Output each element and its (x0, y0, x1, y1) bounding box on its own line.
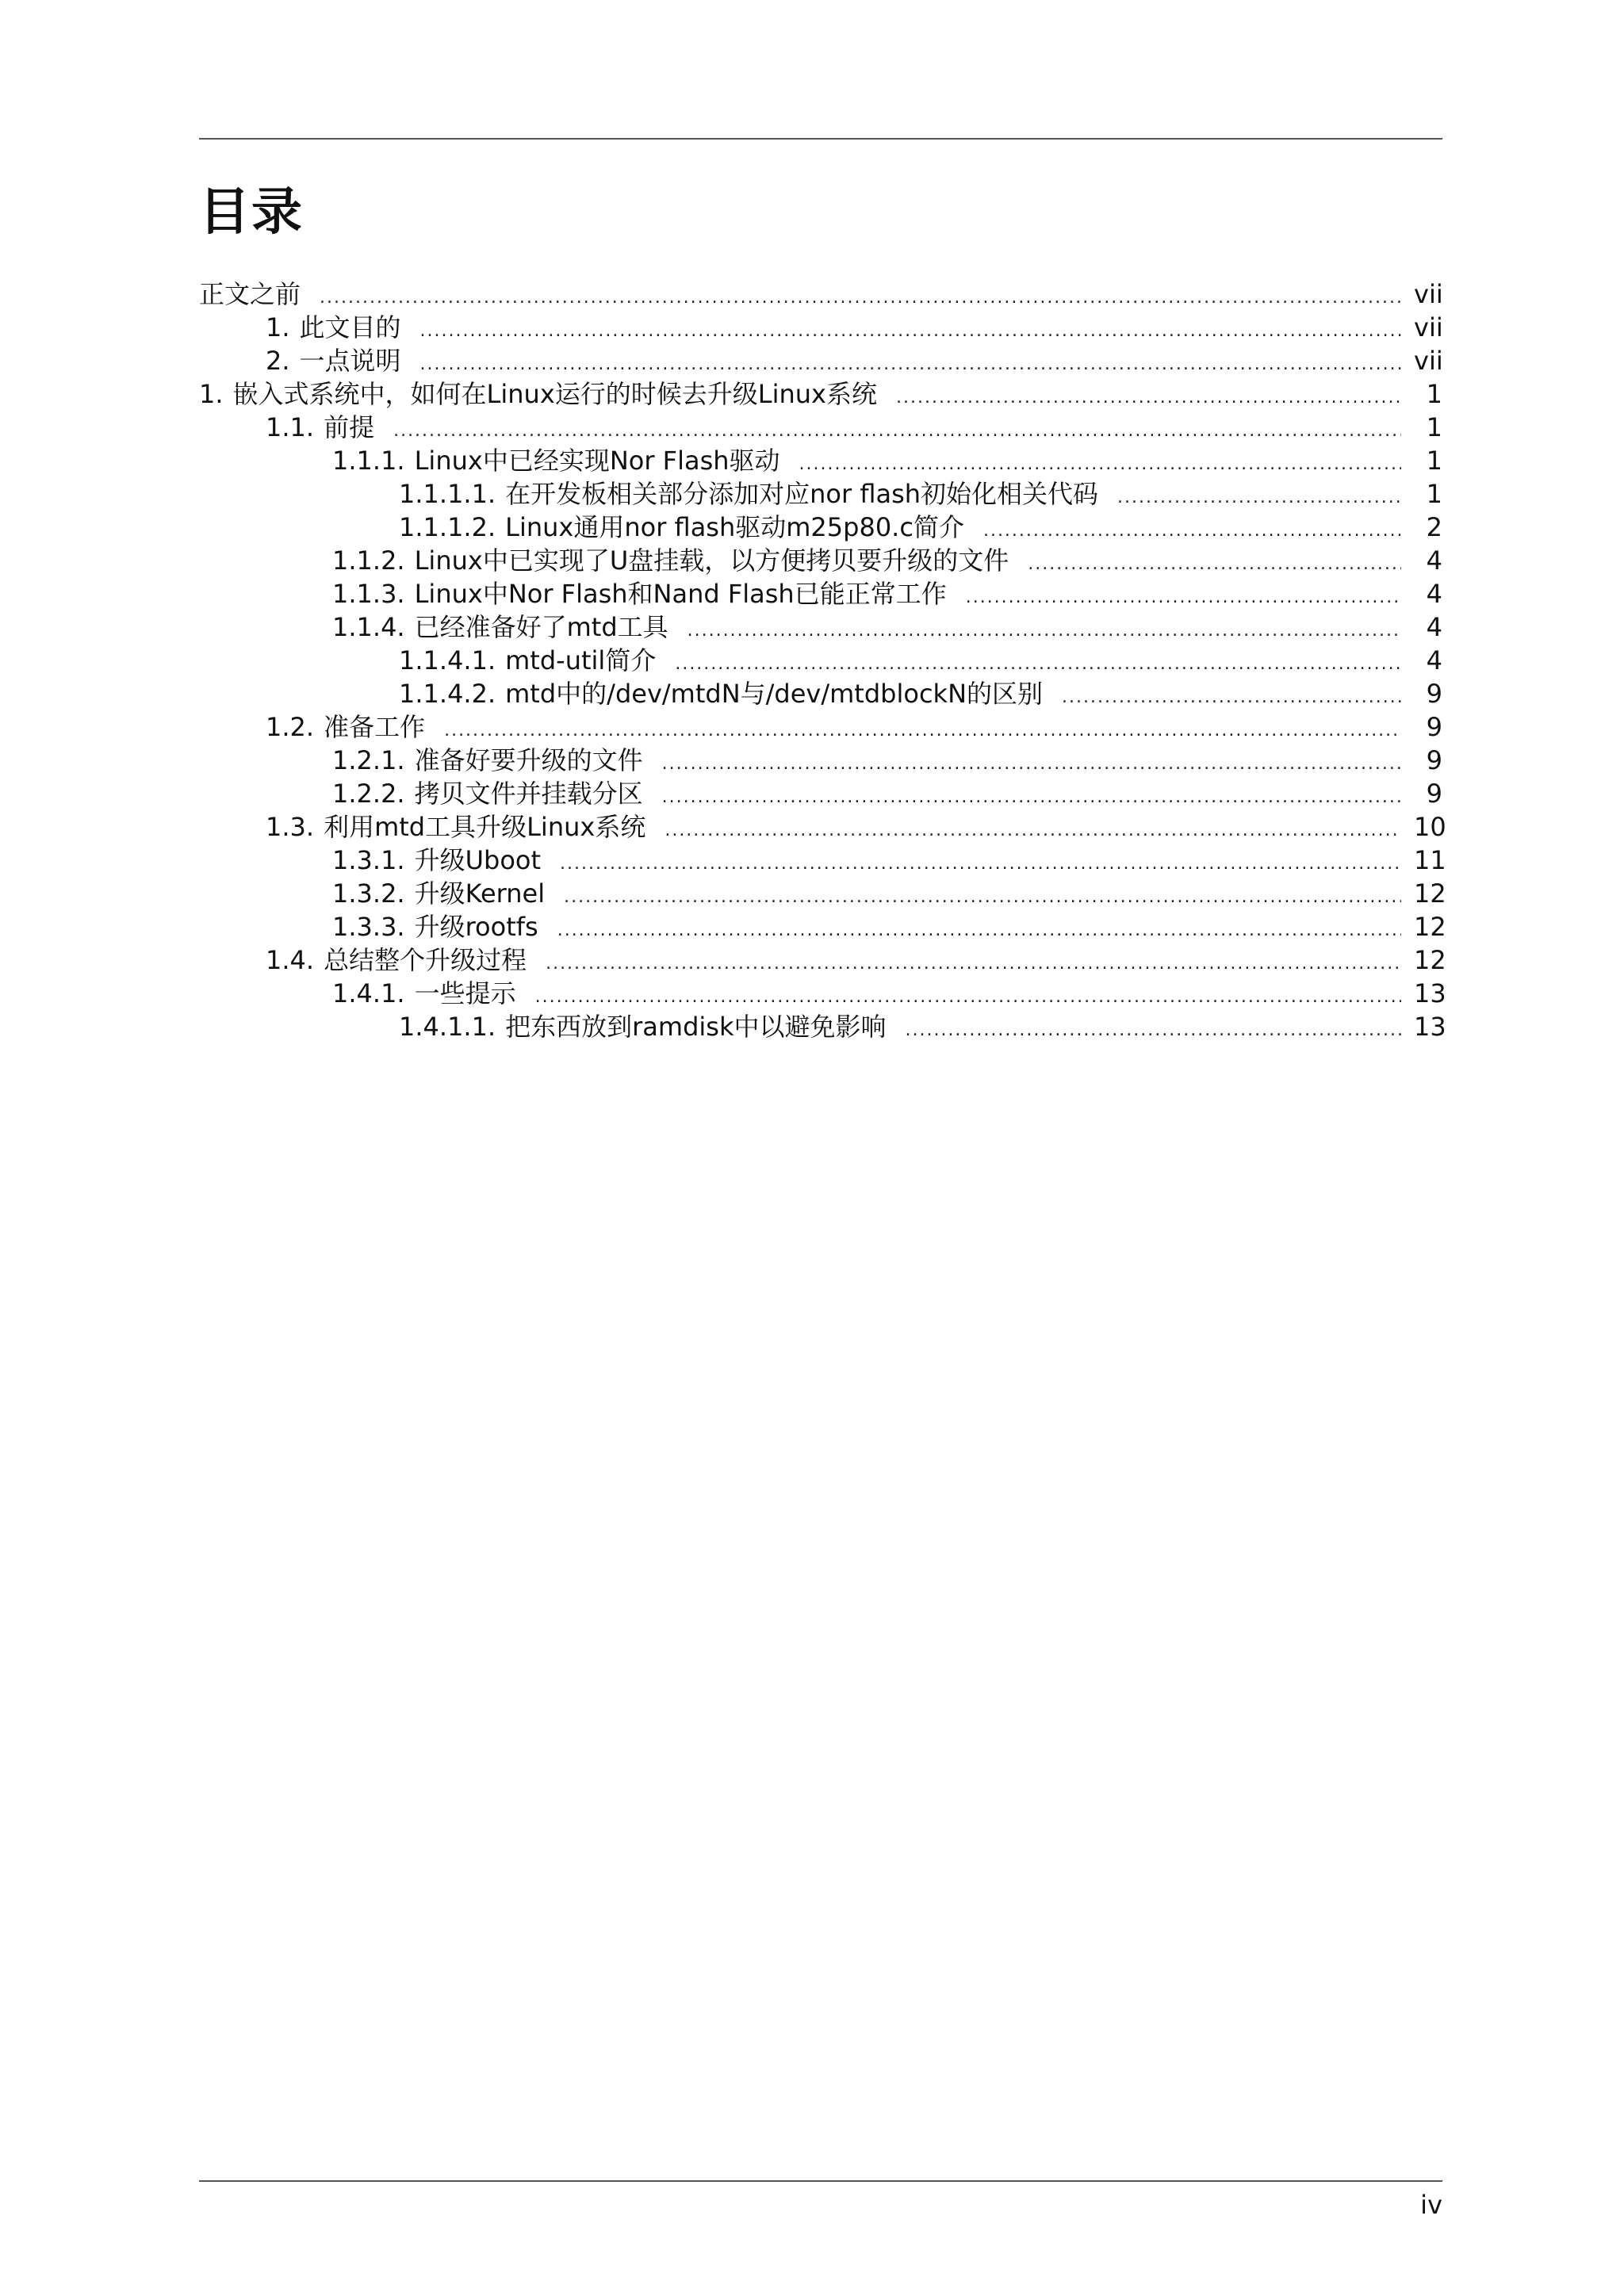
toc-entry-number: 1.1.2. (332, 545, 405, 576)
toc-entry[interactable] (199, 311, 1442, 344)
toc-entry-number: 1.1.4.2. (399, 679, 496, 709)
toc-entry-page: 2 (1426, 512, 1442, 542)
toc-entry-title: 正文之前 (199, 279, 301, 309)
toc-entry-title: Linux中Nor Flash和Nand Flash已能正常工作 (414, 579, 947, 609)
toc-entry-page: 12 (1414, 945, 1446, 975)
toc-entry[interactable] (199, 744, 1442, 777)
toc-entry-page: vii (1414, 346, 1443, 376)
toc-entry-page: 9 (1426, 745, 1442, 775)
toc-entry-page: 9 (1426, 712, 1442, 742)
toc-entry-number: 1.3.3. (332, 912, 405, 942)
toc-entry[interactable] (199, 977, 1446, 1010)
toc-entry-title: 准备好要升级的文件 (414, 745, 643, 775)
toc-entry-number: 1.3.2. (332, 878, 405, 909)
toc-entry-title: 利用mtd工具升级Linux系统 (324, 812, 646, 842)
toc-entry-number: 1.4. (266, 945, 315, 975)
toc-entry-title: 嵌入式系统中，如何在Linux运行的时候去升级Linux系统 (232, 379, 877, 409)
toc-entry-page: 12 (1414, 912, 1446, 942)
dot-leader (535, 981, 1401, 1014)
dot-leader (557, 914, 1401, 947)
dot-leader (444, 714, 1401, 748)
toc-entry-title: Linux中已实现了U盘挂载，以方便拷贝要升级的文件 (414, 545, 1009, 576)
toc-entry-title: 在开发板相关部分添加对应nor flash初始化相关代码 (505, 479, 1099, 509)
toc-entry-page: vii (1414, 279, 1443, 309)
toc-entry-number: 1.4.1. (332, 978, 405, 1008)
toc-entry-page: 1 (1426, 379, 1442, 409)
toc-entry-page: vii (1414, 312, 1443, 342)
toc-entry-number: 1.2. (266, 712, 315, 742)
toc-entry-title: 一点说明 (299, 346, 401, 376)
dot-leader (420, 348, 1401, 381)
toc-entry-title: 已经准备好了mtd工具 (414, 612, 668, 642)
toc-entry[interactable] (199, 1010, 1446, 1043)
toc-entry-title: Linux通用nor flash驱动m25p80.c简介 (505, 512, 964, 542)
toc-list (199, 277, 1446, 1043)
toc-entry[interactable] (199, 277, 1442, 311)
toc-entry[interactable] (199, 610, 1442, 644)
toc-entry-number: 1.1.4. (332, 612, 405, 642)
toc-entry-page: 1 (1426, 479, 1442, 509)
toc-entry[interactable] (199, 544, 1442, 577)
toc-entry-title: 升级Uboot (414, 845, 542, 875)
dot-leader (393, 415, 1401, 448)
dot-leader (320, 281, 1401, 315)
toc-entry-number: 1.1. (266, 412, 315, 442)
toc-entry-number: 1.3.1. (332, 845, 405, 875)
toc-entry-page: 4 (1426, 545, 1442, 576)
dot-leader (799, 448, 1401, 481)
toc-entry-page: 11 (1414, 845, 1446, 875)
toc-entry[interactable] (199, 377, 1442, 411)
toc-entry-title: Linux中已经实现Nor Flash驱动 (414, 446, 780, 476)
toc-entry-page: 1 (1426, 446, 1442, 476)
toc-entry-number: 1.4.1.1. (399, 1012, 496, 1042)
dot-leader (662, 781, 1401, 814)
dot-leader (966, 581, 1401, 614)
toc-entry-number: 1.2.1. (332, 745, 405, 775)
toc-entry-title: 一些提示 (414, 978, 516, 1008)
toc-entry[interactable] (199, 477, 1442, 511)
toc-entry[interactable] (199, 344, 1442, 377)
footer-rule (199, 2180, 1442, 2182)
dot-leader (560, 848, 1401, 881)
toc-entry-page: 4 (1426, 612, 1442, 642)
toc-entry-number: 1.3. (266, 812, 315, 842)
toc-entry[interactable] (199, 444, 1442, 477)
toc-entry[interactable] (199, 810, 1446, 844)
dot-leader (1062, 681, 1401, 714)
toc-entry-number: 1.1.3. (332, 579, 405, 609)
dot-leader (905, 1014, 1401, 1047)
dot-leader (1028, 548, 1401, 581)
dot-leader (665, 814, 1401, 848)
toc-entry-page: 1 (1426, 412, 1442, 442)
dot-leader (1117, 481, 1401, 515)
toc-entry-title: 准备工作 (324, 712, 426, 742)
toc-entry-title: 把东西放到ramdisk中以避免影响 (505, 1012, 887, 1042)
toc-entry-page: 4 (1426, 579, 1442, 609)
toc-entry[interactable] (199, 910, 1446, 943)
dot-leader (662, 748, 1401, 781)
toc-entry-number: 1.2.2. (332, 779, 405, 809)
dot-leader (564, 881, 1401, 914)
toc-entry-number: 1.1.1.1. (399, 479, 496, 509)
toc-entry-page: 9 (1426, 779, 1442, 809)
toc-entry-page: 10 (1414, 812, 1446, 842)
toc-entry-title: 拷贝文件并挂载分区 (414, 779, 643, 809)
toc-entry-page: 9 (1426, 679, 1442, 709)
toc-entry-number: 1.1.4.1. (399, 645, 496, 675)
toc-entry[interactable] (199, 411, 1442, 444)
toc-entry[interactable] (199, 943, 1446, 977)
toc-entry[interactable] (199, 511, 1442, 544)
dot-leader (420, 315, 1401, 348)
toc-title: 目录 (199, 183, 304, 242)
toc-entry-number: 1.1.1.2. (399, 512, 496, 542)
toc-entry[interactable] (199, 877, 1446, 910)
header-rule (199, 138, 1442, 140)
toc-entry[interactable] (199, 844, 1446, 877)
toc-entry-title: 此文目的 (299, 312, 401, 342)
toc-entry-page: 13 (1414, 1012, 1446, 1042)
toc-entry-title: 总结整个升级过程 (324, 945, 527, 975)
toc-entry-number: 1.1.1. (332, 446, 405, 476)
toc-entry-title: 前提 (324, 412, 375, 442)
dot-leader (546, 947, 1401, 981)
dot-leader (896, 381, 1401, 415)
toc-entry[interactable] (199, 577, 1442, 610)
toc-entry[interactable] (199, 677, 1442, 710)
toc-entry-number: 2. (266, 346, 290, 376)
toc-entry-page: 12 (1414, 878, 1446, 909)
dot-leader (675, 648, 1401, 681)
toc-entry-title: 升级Kernel (414, 878, 546, 909)
toc-entry[interactable] (199, 710, 1442, 744)
toc-entry-title: mtd中的/dev/mtdN与/dev/mtdblockN的区别 (505, 679, 1044, 709)
toc-entry[interactable] (199, 644, 1442, 677)
toc-entry-title: 升级rootfs (414, 912, 538, 942)
toc-entry-number: 1. (266, 312, 290, 342)
dot-leader (983, 515, 1401, 548)
page-number: iv (1420, 2190, 1442, 2220)
dot-leader (688, 614, 1401, 648)
toc-entry-number: 1. (199, 379, 224, 409)
toc-entry-page: 13 (1414, 978, 1446, 1008)
toc-entry[interactable] (199, 777, 1442, 810)
toc-entry-title: mtd-util简介 (505, 645, 657, 675)
toc-entry-page: 4 (1426, 645, 1442, 675)
